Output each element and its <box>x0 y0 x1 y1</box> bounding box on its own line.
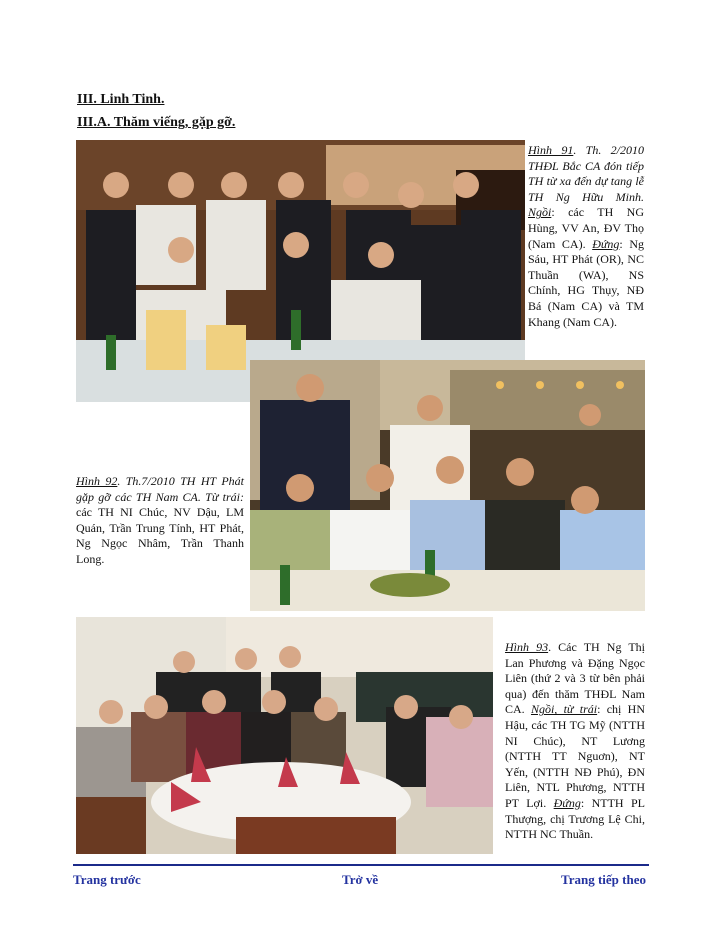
figure-92-people: các TH NI Chúc, NV Dậu, LM Quán, Trần Trung Tính, HT Phát, Ng Ngọc Nhâm, Trần Thanh Long. <box>76 505 244 566</box>
photo-figure-92 <box>250 360 645 611</box>
figure-93-seated-tag: Ngồi, từ trái <box>530 702 598 717</box>
figure-91-seated-tag: Ngồi <box>528 205 552 220</box>
figure-91-intro: . Th. 2/2010 THĐL Bắc CA đón tiếp TH từ xa đến dự tang lễ TH Ng Hữu Minh. <box>528 143 644 204</box>
figure-91-label: Hình 91 <box>528 143 574 157</box>
figure-92-label: Hình 92 <box>76 474 118 488</box>
footer-divider <box>73 864 649 866</box>
caption-figure-93 <box>505 640 645 843</box>
prev-page-link[interactable]: Trang trước <box>73 872 141 887</box>
figure-93-standing-tag: Đứng <box>553 795 581 810</box>
figure-93-intro: . Các TH Ng Thị Lan Phương và Đặng Ngọc Liên (thứ 2 và 3 từ bên phải qua) đến thăm THĐL Nam CA. <box>505 640 645 717</box>
section-heading: III. Linh Tinh. <box>77 92 165 107</box>
figure-91-standing: : Ng Sáu, HT Phát (OR), NC Thuần (WA), NS Chính, HG Thụy, NĐ Bá (Nam CA) và TM Khang (Nam CA). <box>528 236 644 329</box>
figure-93-seated: : chị HN Hậu, các TH TG Mỹ (NTTH NI Chúc), NT Lương (NTTH TT Nguơn), NT Yến, (NTTH NĐ Phú), ĐN Liên, NTL Phương, NTTH PT Lợi. <box>505 702 646 810</box>
caption-figure-92 <box>76 474 244 568</box>
figure-93-standing: : NTTH PL Thượng, chị Trương Lệ Chi, NTTH NC Thuần. <box>505 795 646 842</box>
back-link[interactable]: Trở về <box>342 872 379 887</box>
figure-91-standing-tag: Đứng <box>592 236 620 251</box>
subsection-heading: III.A. Thăm viếng, gặp gỡ. <box>77 115 236 130</box>
figure-92-intro: . Th.7/2010 TH HT Phát gặp gỡ các TH Nam CA. Từ trái: <box>76 474 244 504</box>
photo-figure-93 <box>76 617 493 854</box>
figure-91-seated: : các TH NG Hùng, VV An, ĐV Thọ (Nam CA). <box>528 205 644 251</box>
caption-figure-91 <box>528 143 644 330</box>
figure-93-label: Hình 93 <box>505 640 549 654</box>
next-page-link[interactable]: Trang tiếp theo <box>561 872 646 887</box>
